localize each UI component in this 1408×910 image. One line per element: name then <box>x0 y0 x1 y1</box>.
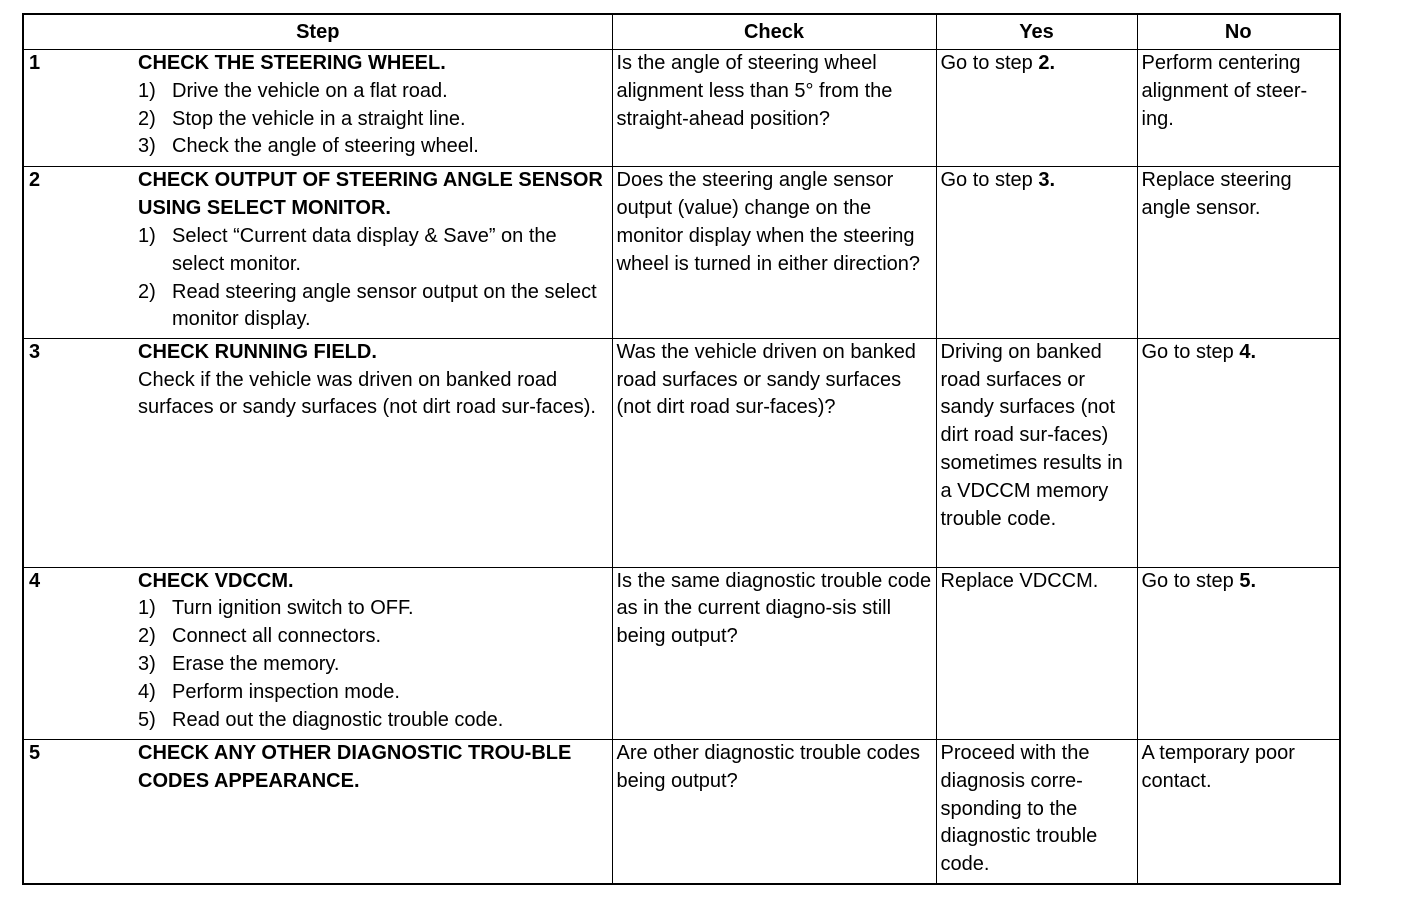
sub-step-number: 3) <box>138 652 156 675</box>
sub-step-text: Erase the memory. <box>172 652 340 675</box>
sub-step <box>138 651 608 679</box>
check-text: Is the same diagnostic trouble code as in the current diagno-sis still being output? <box>616 569 932 648</box>
header-step: Step <box>23 14 612 50</box>
yes-text: Driving on banked road surfaces or sandy surfaces (not dirt road sur-faces) sometimes results in a VDCCM memory trouble code. <box>940 340 1123 530</box>
sub-step <box>138 595 608 623</box>
sub-step-number: 4) <box>138 680 156 703</box>
step-number: 3 <box>29 340 41 363</box>
sub-step-number: 3) <box>138 135 156 158</box>
yes-cell <box>936 567 1137 740</box>
no-text: Perform centering alignment of steer-ing. <box>1141 52 1308 130</box>
yes-text: Replace VDCCM. <box>940 569 1099 592</box>
yes-step-ref: 2. <box>1038 52 1056 74</box>
check-cell <box>612 567 936 740</box>
sub-step-number: 1) <box>138 79 156 102</box>
no-step-ref: 4. <box>1239 340 1257 363</box>
header-check: Check <box>612 14 936 50</box>
step-number: 1 <box>29 52 41 74</box>
sub-step-text: Select “Current data display & Save” on the select monitor. <box>172 224 557 275</box>
sub-step-text: Turn ignition switch to OFF. <box>172 597 414 620</box>
sub-step-text: Connect all connectors. <box>172 625 382 648</box>
check-cell <box>612 50 936 167</box>
header-no: No <box>1137 14 1340 50</box>
sub-step-text: Stop the vehicle in a straight line. <box>172 107 466 130</box>
step-number: 2 <box>29 169 41 192</box>
step-cell <box>23 740 612 884</box>
sub-step-number: 1) <box>138 224 156 247</box>
no-text: Go to step <box>1141 569 1240 592</box>
yes-text: Go to step <box>940 52 1039 74</box>
sub-step <box>138 78 608 106</box>
sub-step <box>138 279 608 335</box>
check-cell <box>612 740 936 884</box>
check-text: Does the steering angle sensor output (value) change on the monitor display when the steering wheel is turned in either direction? <box>616 169 921 275</box>
table-row <box>23 167 1340 339</box>
sub-step <box>138 106 608 134</box>
sub-step-text: Drive the vehicle on a flat road. <box>172 79 448 102</box>
no-cell <box>1137 50 1340 167</box>
table-header-row <box>23 14 1340 50</box>
sub-step-text: Perform inspection mode. <box>172 680 400 703</box>
step-title: CHECK OUTPUT OF STEERING ANGLE SENSOR USING SELECT MONITOR. <box>138 169 603 220</box>
check-text: Was the vehicle driven on banked road surfaces or sandy surfaces (not dirt road sur-faces)? <box>616 340 916 419</box>
check-cell <box>612 167 936 339</box>
table-row <box>23 740 1340 884</box>
sub-step-number: 1) <box>138 597 156 620</box>
no-text: Replace steering angle sensor. <box>1141 169 1292 220</box>
step-title: CHECK THE STEERING WHEEL. <box>138 52 446 74</box>
header-yes: Yes <box>936 14 1137 50</box>
diagnostic-table <box>22 13 1341 885</box>
sub-step-number: 5) <box>138 708 156 731</box>
step-cell <box>23 50 612 167</box>
yes-step-ref: 3. <box>1038 169 1056 192</box>
step-title: CHECK VDCCM. <box>138 569 294 592</box>
step-note: Check if the vehicle was driven on banked road surfaces or sandy surfaces (not dirt road sur-faces). <box>138 368 596 419</box>
step-title: CHECK ANY OTHER DIAGNOSTIC TROU-BLE CODES APPEARANCE. <box>138 742 572 792</box>
sub-step-text: Check the angle of steering wheel. <box>172 135 479 158</box>
no-cell <box>1137 338 1340 567</box>
table-row <box>23 50 1340 167</box>
sub-step <box>138 223 608 279</box>
yes-text: Proceed with the diagnosis corre-sponding to the diagnostic trouble code. <box>940 742 1098 876</box>
check-text: Is the angle of steering wheel alignment less than 5° from the straight-ahead position? <box>616 52 893 130</box>
sub-step <box>138 707 608 735</box>
sub-step <box>138 679 608 707</box>
no-cell <box>1137 740 1340 884</box>
yes-cell <box>936 167 1137 339</box>
step-cell <box>23 338 612 567</box>
yes-text: Go to step <box>940 169 1039 192</box>
no-text: A temporary poor contact. <box>1141 742 1295 792</box>
step-title: CHECK RUNNING FIELD. <box>138 340 377 363</box>
sub-step-number: 2) <box>138 280 156 303</box>
step-cell <box>23 167 612 339</box>
no-cell <box>1137 567 1340 740</box>
table-row <box>23 567 1340 740</box>
no-cell <box>1137 167 1340 339</box>
yes-cell <box>936 740 1137 884</box>
sub-step <box>138 133 608 161</box>
step-number: 4 <box>29 569 41 592</box>
sub-step-text: Read out the diagnostic trouble code. <box>172 708 504 731</box>
table-row <box>23 338 1340 567</box>
no-step-ref: 5. <box>1239 569 1257 592</box>
sub-step-number: 2) <box>138 107 156 130</box>
yes-cell <box>936 50 1137 167</box>
sub-step <box>138 623 608 651</box>
step-number: 5 <box>29 742 41 765</box>
check-text: Are other diagnostic trouble codes being output? <box>616 742 921 792</box>
no-text: Go to step <box>1141 340 1240 363</box>
sub-step-number: 2) <box>138 625 156 648</box>
step-cell <box>23 567 612 740</box>
sub-step-text: Read steering angle sensor output on the select monitor display. <box>172 280 597 331</box>
yes-cell <box>936 338 1137 567</box>
check-cell <box>612 338 936 567</box>
